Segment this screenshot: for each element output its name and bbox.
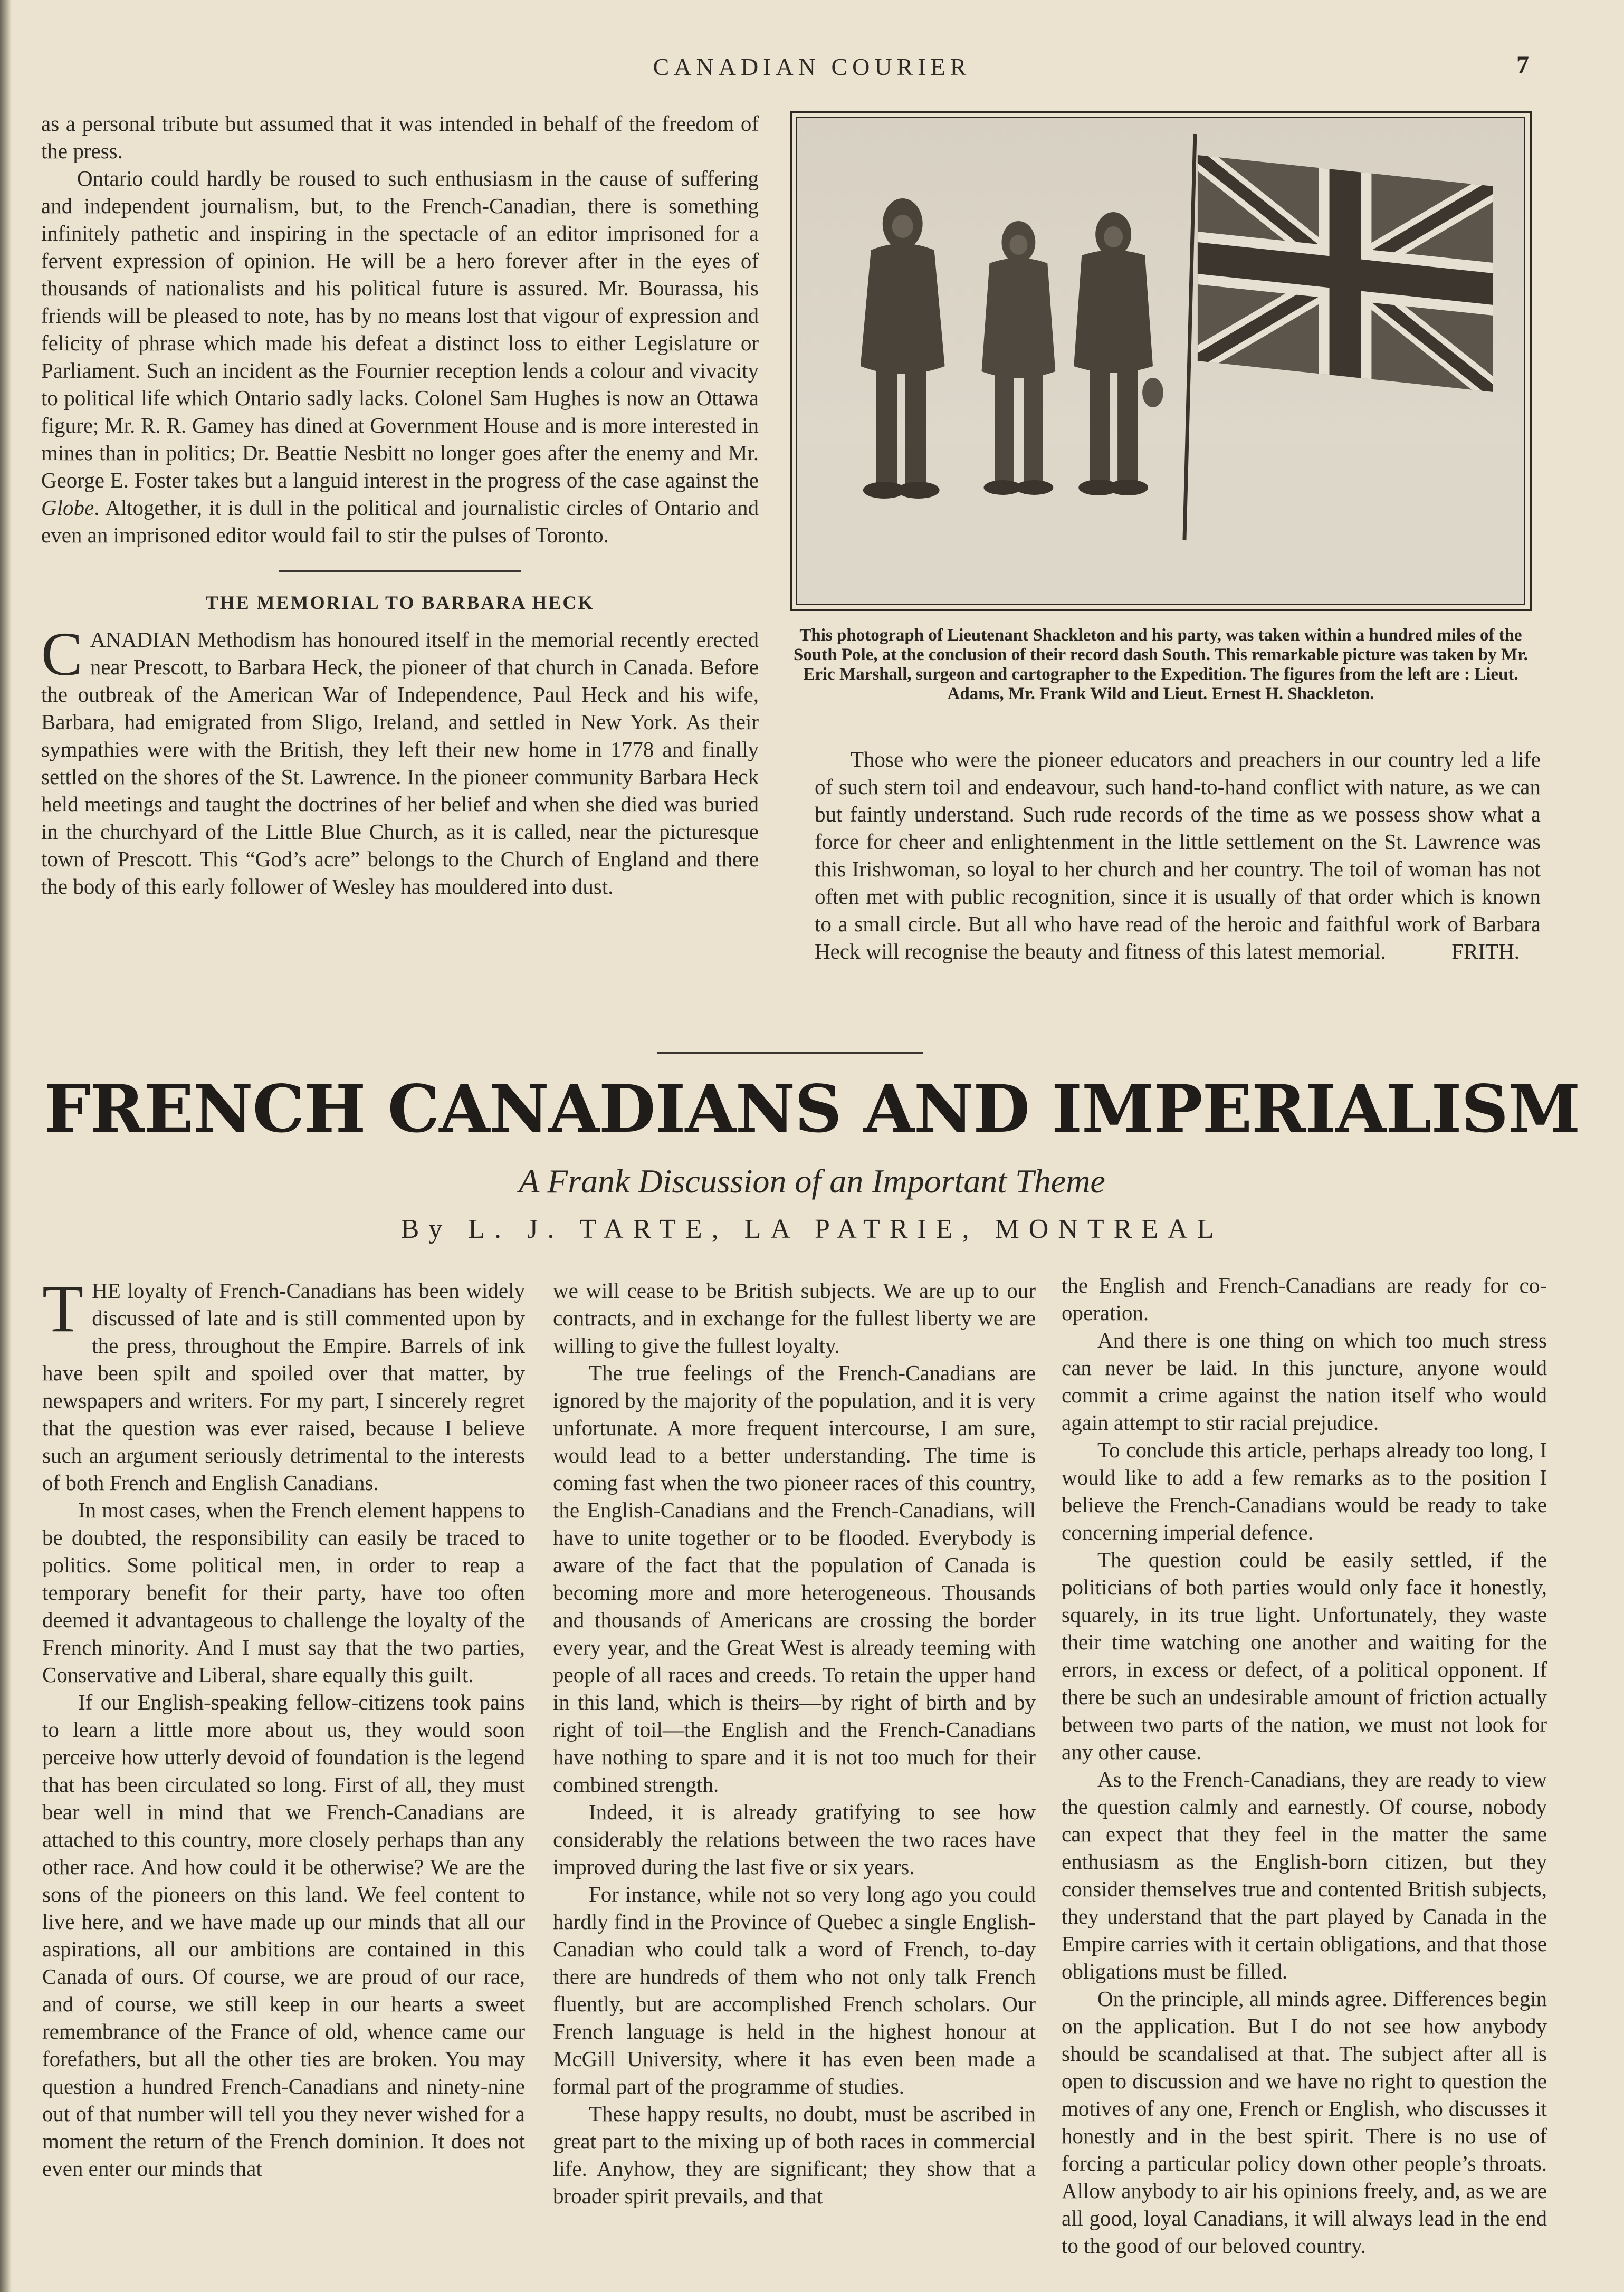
memorial-closing-paragraph	[815, 746, 1541, 965]
article-paragraph: To conclude this article, perhaps already too long, I would like to add a few remarks as to the position I believe the French-Canadians would be ready to take concerning imperial defence.	[1062, 1438, 1547, 1544]
photo-image	[796, 117, 1525, 605]
memorial-paragraph	[41, 619, 759, 900]
signature: FRITH.	[1451, 939, 1520, 963]
ontario-text: Ontario could hardly be roused to such enthusiasm in the cause of suffering and independent journalism, but, to the French-Canadian, there is something infinitely pathetic and inspiring in the spectacle of an editor imprisoned for a fervent expression of opinion. He will be a hero forever after in the eyes of thousands of nationalists and his political future is assured. Mr. Bourassa, his friends will be pleased to note, has by no means lost that vigour of expression and felicity of phrase which made his defeat a distinct loss to either Legislature or Parliament. Such an incident as the Fournier reception lends a colour and vivacity to political life which Ontario sadly lacks. Colonel Sam Hughes is now an Ottawa figure; Mr. R. R. Gamey has dined at Government House and is more interested in mines than in politics; Dr. Beattie Nesbitt no longer goes after the enemy and Mr. George E. Foster takes but a languid interest in the progress of the case against the	[41, 166, 759, 492]
union-flag	[1198, 155, 1493, 392]
memorial-text: ANADIAN Methodism has honoured itself in the memorial recently erected near Prescott, to Barbara Heck, the pioneer of that church in Canada. Before the outbreak of the American War of Independence, Paul Heck and his wife, Barbara, had emigrated from Sligo, Ireland, and settled in New York. As their sympathies were with the British, they left their new home in 1778 and finally settled on the shores of the St. Lawrence. In the pioneer community Barbara Heck held meetings and taught the doctrines of her belief and when she died was buried in the churchyard of the Little Blue Church, as it is called, near the picturesque town of Prescott. This “God’s acre” belongs to the Church of England and there the body of this early follower of Wesley has mouldered into dust.	[41, 627, 759, 899]
article-paragraph: The true feelings of the French-Canadians are ignored by the majority of the population, and it is very unfortunate. A more frequent intercourse, I am sure, would lead to a better understanding. The time is coming fast when the two pioneer races of this country, the English-Canadians and the French-Canadians, will have to unite together or to be flooded. Everybody is aware of the fact that the population of Canada is becoming more and more heterogeneous. Thousands and thousands of Americans are crossing the border every year, and the Great West is already teeming with people of all races and creeds. To retain the upper hand in this land, which is theirs—by right of birth and by right of toil—the English and the French-Canadians have nothing to spare and it is not too much for their combined strength.	[553, 1361, 1036, 1797]
running-head: CANADIAN COURIER	[653, 53, 971, 80]
closing-text: Those who were the pioneer educators and preachers in our country led a life of such stern toil and endeavour, such hand-to-hand conflict with nature, as we can but faintly understand. Such rude records of the time as we possess show what a force for cheer and enlightenment in the little settlement on the St. Lawrence was this Irishwoman, so loyal to her church and her country. The toil of woman has not often met with public recognition, since it is usually of that order which is known to a small circle. But all who have read of the heroic and faithful work of Barbara Heck will recognise the beauty and fitness of this latest memorial.	[815, 747, 1541, 963]
article-column-2	[553, 1277, 1036, 2210]
article-paragraph: As to the French-Canadians, they are ready to view the question calmly and earnestly. Of course, nobody can expect that they feel in the matter the same enthusiasm as the English-born citizen, but they consider themselves true and contented British subjects, they understand that the part played by Canada in the Empire carries with it certain obligations, and that those obligations must be filled.	[1062, 1767, 1547, 1983]
article-text: HE loyalty of French-Canadians has been widely discussed of late and is still commented upon by the press, throughout the Empire. Barrels of ink have been spilt and spoiled over that matter, by newspapers and writers. For my part, I sincerely regret that the question was ever raised, because I believe such an argument seriously detrimental to the interests of both French and English Canadians.	[42, 1278, 525, 1495]
memorial-closing-column	[815, 746, 1541, 965]
globe-italic: Globe	[41, 495, 94, 520]
article-paragraph: Indeed, it is already gratifying to see how considerably the relations between the two races have improved during the last five or six years.	[553, 1800, 1036, 1879]
article-deck: A Frank Discussion of an Important Theme	[519, 1162, 1105, 1200]
memorial-dropcap: C	[41, 619, 83, 689]
photo-caption: This photograph of Lieutenant Shackleton and his party, was taken within a hundred miles of the South Pole, at the conclusion of their record dash South. This remarkable picture was taken by Mr. Eric Marshall, surgeon and cartographer to the Expedition. The figures from the left are : Lieut. Adams, Mr. Frank Wild and Lieut. Ernest H. Shackleton.	[794, 626, 1528, 703]
article-headline: FRENCH CANADIANS AND IMPERIALISM	[44, 1071, 1580, 1148]
article-paragraph: For instance, while not so very long ago you could hardly find in the Province of Quebec a single English-Canadian who could talk a word of French, to-day there are hundreds of them who not only talk French fluently, but are accomplished French scholars. Our French language is held in the highest honour at McGill University, where it has even been made a formal part of the programme of studies.	[553, 1882, 1036, 2098]
ontario-paragraph	[41, 165, 759, 549]
article-paragraph: In most cases, when the French element happens to be doubted, the responsibility can easily be traced to politics. Some political men, in order to reap a temporary benefit for their party, have too often deemed it advantageous to challenge the loyalty of the French minority. And I must say that the two parties, Conservative and Liberal, share equally this guilt.	[42, 1498, 525, 1687]
article-column-1	[42, 1271, 525, 2182]
article-paragraph: the English and French-Canadians are ready for co-operation.	[1062, 1273, 1547, 1325]
article-paragraph: And there is one thing on which too much stress can never be laid. In this juncture, anyone would commit a crime against the nation itself who would again attempt to stir racial prejudice.	[1062, 1328, 1547, 1435]
article-byline: By L. J. TARTE, LA PATRIE, MONTREAL	[400, 1214, 1224, 1244]
article-paragraph: These happy results, no doubt, must be ascribed in great part to the mixing up of both races in commercial life. Anyhow, they are significant; they show that a broader spirit prevails, and that	[553, 2102, 1036, 2208]
page-number: 7	[1516, 51, 1529, 79]
ontario-text-end: . Altogether, it is dull in the political and journalistic circles of Ontario and even an imprisoned editor would fail to stir the pulses of Toronto.	[41, 495, 759, 547]
shackleton-photo	[790, 111, 1532, 611]
article-paragraph: On the principle, all minds agree. Differences begin on the application. But I do not see how anybody should be scandalised at that. The subject after all is open to discussion and we have no right to question the motives of any one, French or English, who discusses it honestly and in the best spirit. There is no use of forcing a particular policy down other people’s throats. Allow anybody to air his opinions freely, and, as we are all good, loyal Canadians, it will always lead in the end to the good of our beloved country.	[1062, 1987, 1547, 2258]
memorial-heading: THE MEMORIAL TO BARBARA HECK	[205, 592, 595, 613]
article-paragraph: If our English-speaking fellow-citizens took pains to learn a little more about us, they would soon perceive how utterly devoid of foundation is the legend that has been circulated so long. First of all, they must bear well in mind that we French-Canadians are attached to this country, more closely perhaps than any other race. And how could it be otherwise? We are the sons of the pioneers on this land. We feel content to live here, and we have made up our minds that all our aspirations, all our ambitions are contained in this Canada of ours. Of course, we are proud of our race, and of course, we still keep in our hearts a sweet remembrance of the France of old, whence came our forefathers, but all the other ties are broken. You may question a hundred French-Canadians and ninety-nine out of that number will tell you they never wished for a moment the return of the French dominion. It does not even enter our minds that	[42, 1690, 525, 2181]
article-column-3	[1062, 1272, 1547, 2259]
editorial-column	[41, 110, 759, 900]
article-divider	[657, 1052, 923, 1054]
continued-paragraph: as a personal tribute but assumed that it was intended in behalf of the freedom of the press.	[41, 111, 759, 163]
article-paragraph	[42, 1271, 525, 1496]
photo-illustration	[797, 118, 1524, 604]
article-dropcap: T	[42, 1271, 84, 1346]
article-paragraph: we will cease to be British subjects. We are up to our contracts, and in exchange for the fullest liberty we are willing to give the fullest loyalty.	[553, 1278, 1036, 1358]
article-paragraph: The question could be easily settled, if the politicians of both parties would only face it honestly, squarely, in its true light. Unfortunately, they waste their time watching one another and waiting for the errors, in excess or defect, of a political opponent. If there be such an undesirable amount of friction actually between two parts of the nation, we must not look for any other cause.	[1062, 1548, 1547, 1764]
section-divider	[279, 570, 521, 572]
